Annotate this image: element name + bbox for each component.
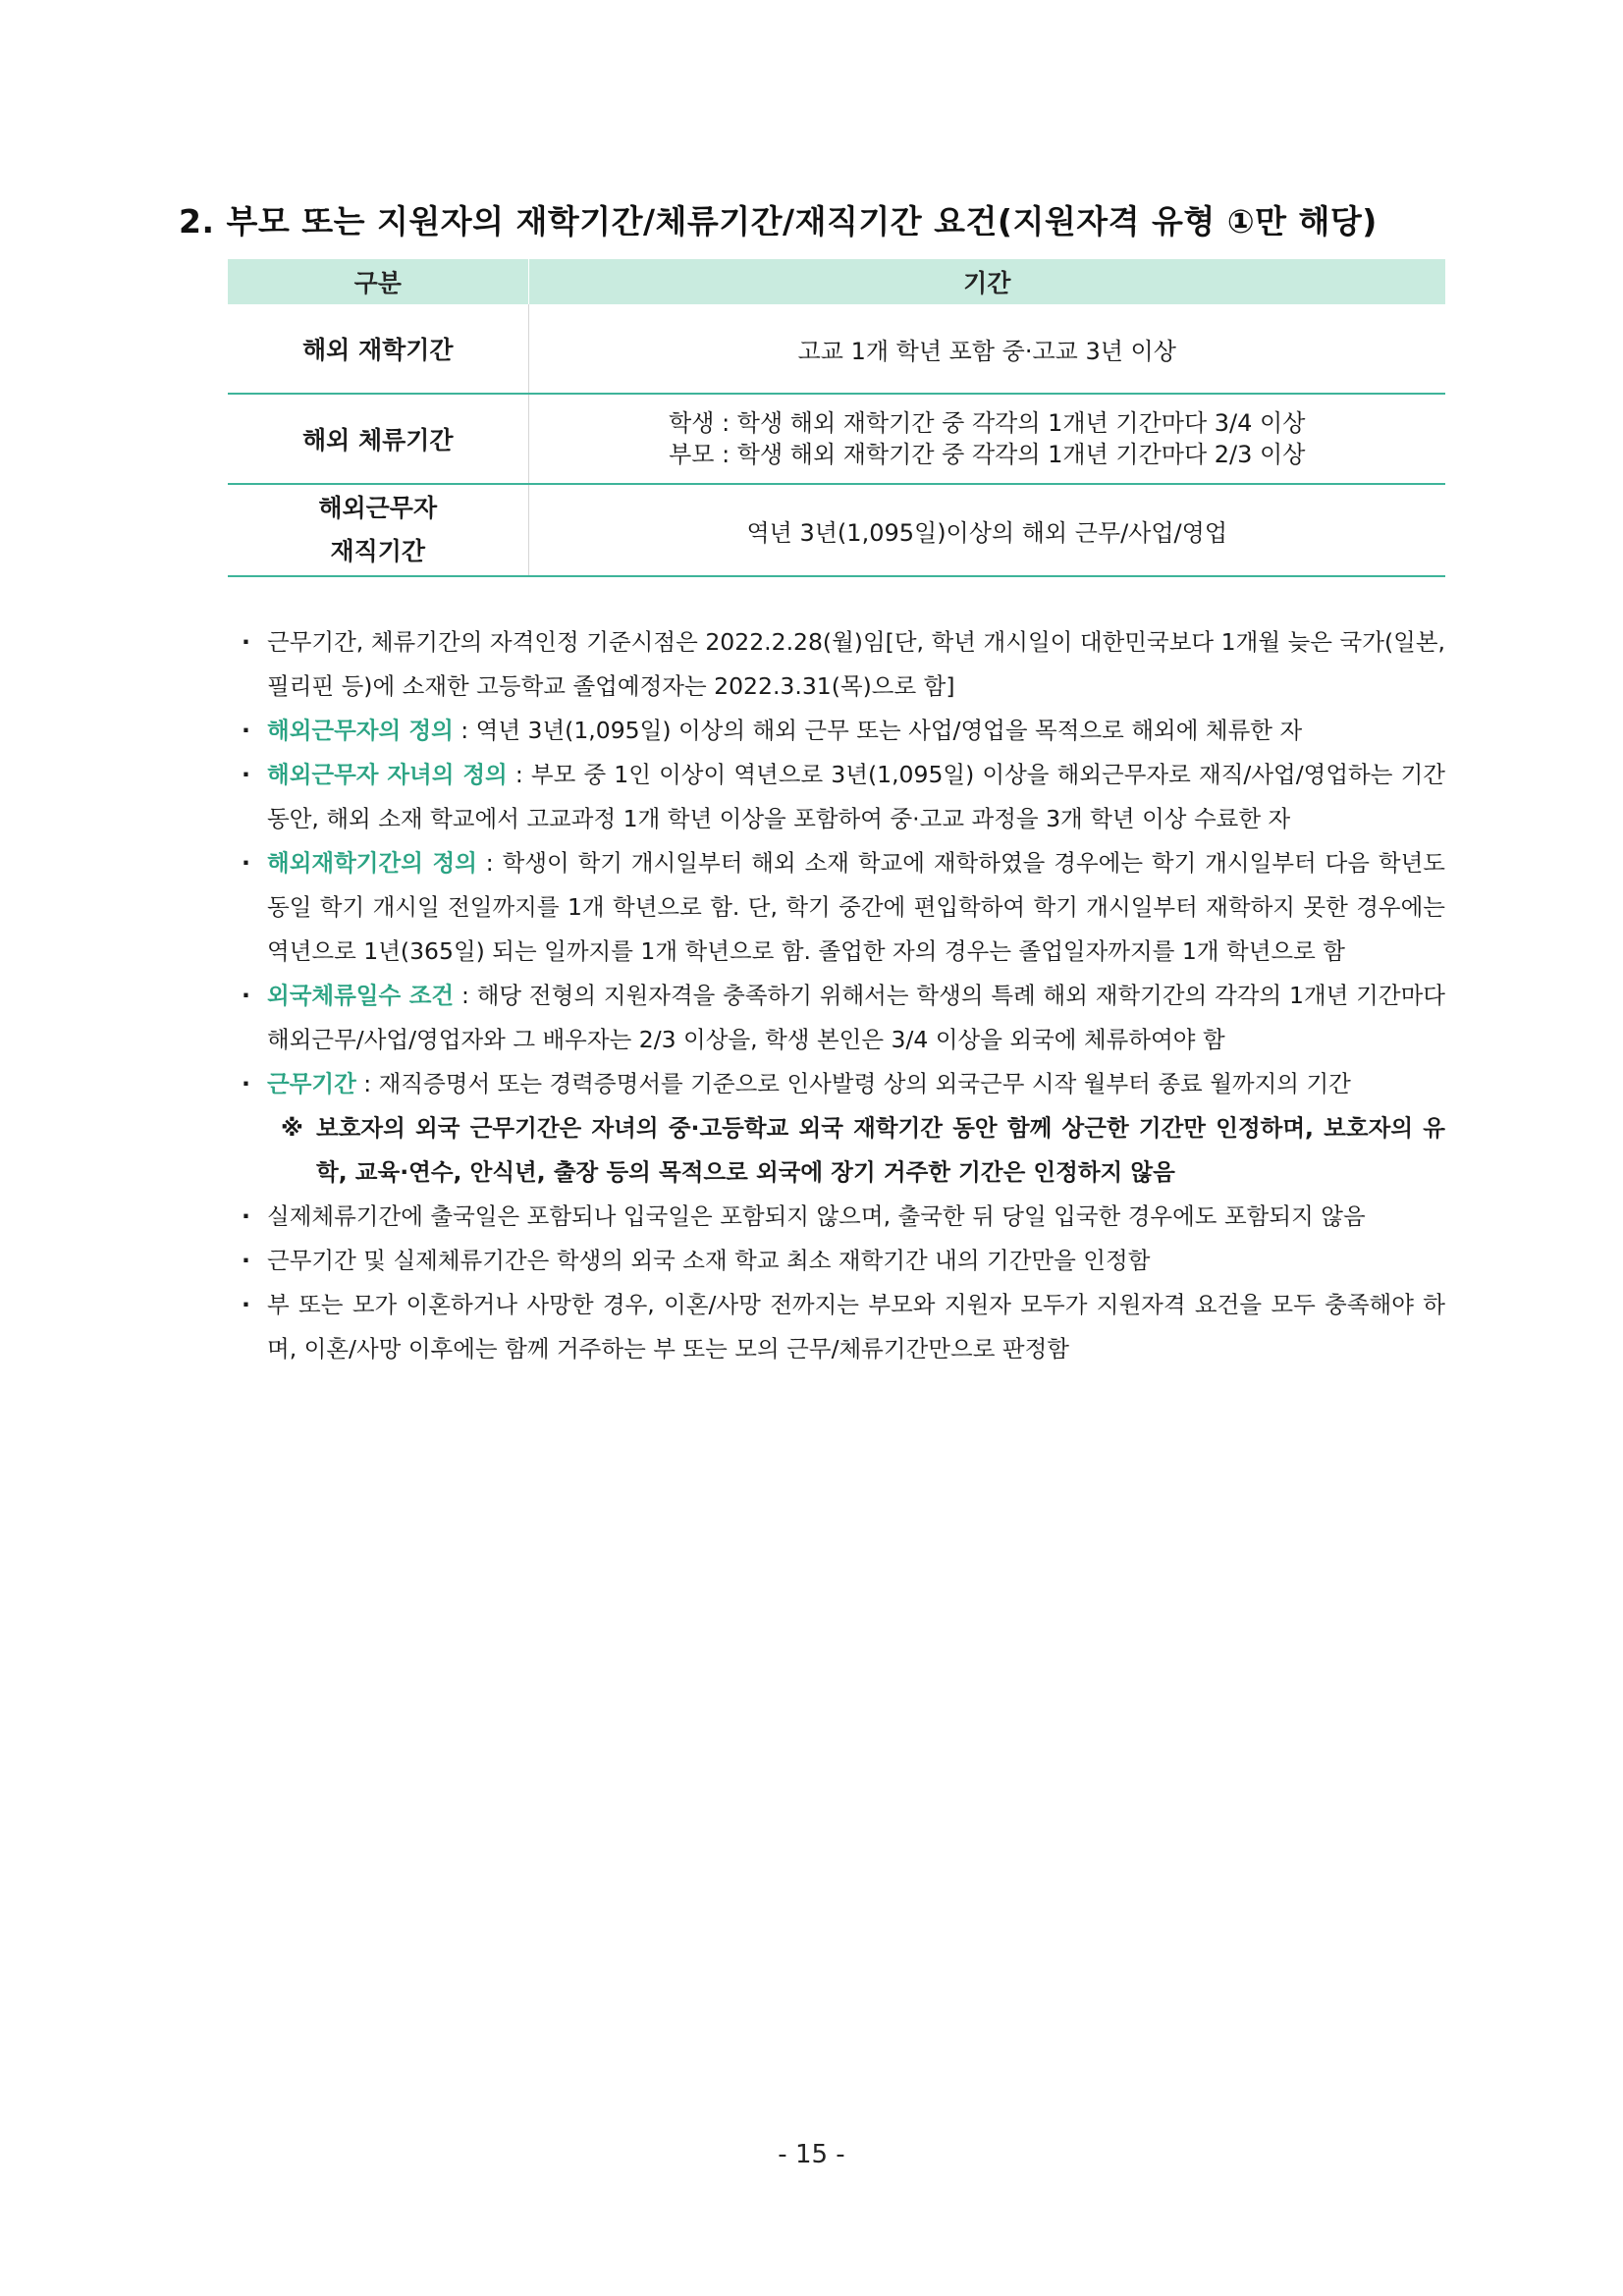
note-period-scope: · 근무기간 및 실제체류기간은 학생의 외국 소재 학교 최소 재학기간 내의 기간만을 인정함 <box>242 1239 1445 1283</box>
notes-list <box>242 620 1445 1371</box>
row-period: 역년 3년(1,095일)이상의 해외 근무/사업/영업 <box>528 484 1445 576</box>
note-term: 근무기간 <box>267 1070 356 1097</box>
period-line-parent: 부모 : 학생 해외 재학기간 중 각각의 1개년 기간마다 2/3 이상 <box>669 441 1306 468</box>
note-actual-stay: · 실제체류기간에 출국일은 포함되나 입국일은 포함되지 않으며, 출국한 뒤 당일 입국한 경우에도 포함되지 않음 <box>242 1195 1445 1239</box>
table-row <box>228 304 1445 394</box>
row-period <box>528 394 1445 484</box>
table-row <box>228 484 1445 576</box>
category-line: 해외근무자 <box>318 494 438 522</box>
page-number: - 15 - <box>778 2140 845 2169</box>
note-text: : 해당 전형의 지원자격을 충족하기 위해서는 학생의 특례 해외 재학기간의 각각의 1개년 기간마다 해외근무/사업/영업자와 그 배우자는 2/3 이상을, 학생 본인은 3/4 이상을 외국에 체류하여야 함 <box>267 982 1445 1053</box>
note-stay-days-condition <box>242 974 1445 1062</box>
header-period: 기간 <box>528 259 1445 304</box>
row-category: 해외 체류기간 <box>228 394 528 484</box>
note-text: : 학생이 학기 개시일부터 해외 소재 학교에 재학하였을 경우에는 학기 개시일부터 다음 학년도 동일 학기 개시일 전일까지를 1개 학년으로 함. 단, 학기 중간에 편입학하여 학기 개시일부터 재학하지 못한 경우에는 역년으로 1년(365일) 되는 일까지를 1개 학년으로 함. 졸업한 자의 경우는 졸업일자까지를 1개 학년으로 함 <box>267 849 1445 965</box>
section-title: 2. 부모 또는 지원자의 재학기간/체류기간/재직기간 요건(지원자격 유형 ①만 해당) <box>179 202 1378 240</box>
period-line-student: 학생 : 학생 해외 재학기간 중 각각의 1개년 기간마다 3/4 이상 <box>669 409 1306 437</box>
note-study-period-definition <box>242 841 1445 974</box>
table-row <box>228 394 1445 484</box>
note-term: 해외근무자 자녀의 정의 <box>267 761 508 788</box>
note-divorce-death: · 부 또는 모가 이혼하거나 사망한 경우, 이혼/사망 전까지는 부모와 지원자 모두가 지원자격 요건을 모두 충족해야 하며, 이혼/사망 이후에는 함께 거주하는 부 또는 모의 근무/체류기간만으로 판정함 <box>242 1283 1445 1371</box>
category-line: 재직기간 <box>330 537 426 565</box>
note-text: : 부모 중 1인 이상이 역년으로 3년(1,095일) 이상을 해외근무자로 재직/사업/영업하는 기간 동안, 해외 소재 학교에서 고교과정 1개 학년 이상을 포함하여 중·고교 과정을 3개 학년 이상 수료한 자 <box>267 761 1445 832</box>
reference-mark: ※ <box>281 1114 303 1142</box>
note-term: 해외재학기간의 정의 <box>267 849 477 877</box>
table-header-row <box>228 259 1445 304</box>
note-worker-child-definition <box>242 753 1445 841</box>
note-term: 외국체류일수 조건 <box>267 982 455 1009</box>
header-category: 구분 <box>228 259 528 304</box>
row-period: 고교 1개 학년 포함 중·고교 3년 이상 <box>528 304 1445 394</box>
note-term: 해외근무자의 정의 <box>267 717 454 744</box>
note-text: 보호자의 외국 근무기간은 자녀의 중·고등학교 외국 재학기간 동안 함께 상근한 기간만 인정하며, 보호자의 유학, 교육·연수, 안식년, 출장 등의 목적으로 외국에 장기 거주한 기간은 인정하지 않음 <box>316 1114 1445 1186</box>
note-text: : 재직증명서 또는 경력증명서를 기준으로 인사발령 상의 외국근무 시작 월부터 종료 월까지의 기간 <box>355 1070 1351 1097</box>
note-overseas-worker-definition <box>242 709 1445 753</box>
row-category <box>228 484 528 576</box>
note-guardian-work-period <box>242 1106 1445 1195</box>
requirements-table <box>228 259 1445 577</box>
note-text: : 역년 3년(1,095일) 이상의 해외 근무 또는 사업/영업을 목적으로 해외에 체류한 자 <box>453 717 1303 744</box>
note-work-period <box>242 1062 1445 1106</box>
note-reference-date: · 근무기간, 체류기간의 자격인정 기준시점은 2022.2.28(월)임[단, 학년 개시일이 대한민국보다 1개월 늦은 국가(일본, 필리핀 등)에 소재한 고등학교 졸업예정자는 2022.3.31(목)으로 함] <box>242 620 1445 709</box>
row-category: 해외 재학기간 <box>228 304 528 394</box>
